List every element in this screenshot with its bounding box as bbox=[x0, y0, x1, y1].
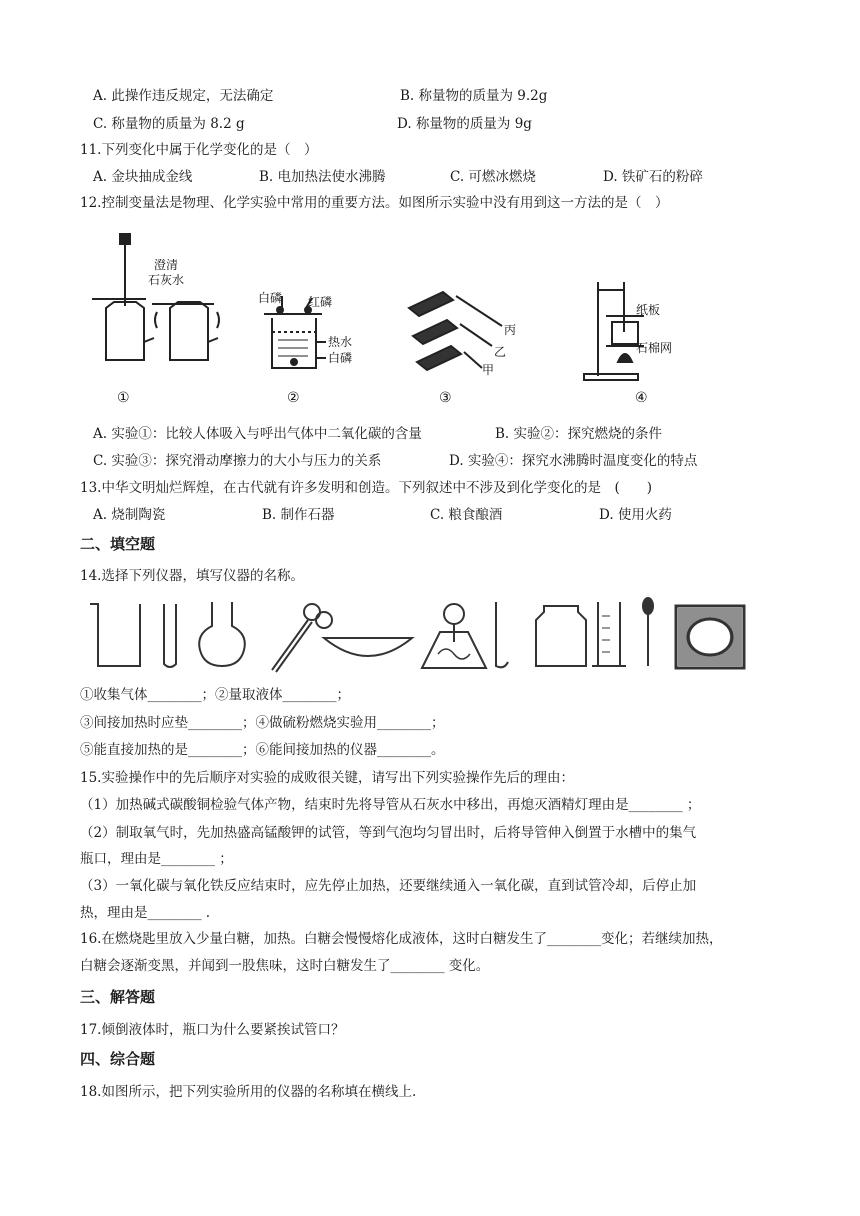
fig-label-bing: 丙 bbox=[504, 323, 517, 337]
fig-label-white-phosphorus: 白磷 bbox=[258, 291, 283, 305]
bottle-icon bbox=[170, 302, 208, 360]
block-icon bbox=[409, 292, 461, 370]
q11-option-d: D. 铁矿石的粉碎 bbox=[603, 169, 703, 185]
flask-icon bbox=[199, 602, 245, 666]
section-heading-fill-in: 二、填空题 bbox=[80, 535, 156, 553]
q13-option-d: D. 使用火药 bbox=[599, 507, 672, 523]
fig-number-1: ① bbox=[117, 390, 130, 406]
q17-stem: 17.倾倒液体时，瓶口为什么要紧挨试管口？ bbox=[80, 1022, 345, 1038]
q18-stem: 18.如图所示，把下列实验所用的仪器的名称填在横线上. bbox=[80, 1084, 417, 1100]
q12-option-b: B. 实验②：探究燃烧的条件 bbox=[495, 426, 663, 442]
q14-line-2: ③间接加热时应垫________；④做硫粉燃烧实验用________； bbox=[80, 715, 445, 731]
evaporating-dish-icon bbox=[324, 638, 412, 656]
q16-line-1: 16.在燃烧匙里放入少量白糖，加热。白糖会慢慢熔化成液体，这时白糖发生了________变化；若继续加热， bbox=[80, 931, 723, 947]
q15-part-3-line-2: 热，理由是________ . bbox=[80, 905, 211, 921]
q12-option-c: C. 实验③：探究滑动摩擦力的大小与压力的关系 bbox=[93, 453, 382, 469]
fig-label-jia: 甲 bbox=[482, 363, 495, 377]
q13-option-a: A. 烧制陶瓷 bbox=[93, 507, 166, 523]
q16-line-2: 白糖会逐渐变黑，并闻到一股焦味，这时白糖发生了________ 变化。 bbox=[80, 958, 490, 974]
fig-label-white-phosphorus-2: 白磷 bbox=[328, 351, 353, 365]
fig-label-limewater-2: 石灰水 bbox=[148, 273, 185, 287]
q11-option-c: C. 可燃冰燃烧 bbox=[450, 169, 536, 185]
gas-bottle-icon bbox=[536, 606, 586, 666]
q13-option-c: C. 粮食酿酒 bbox=[430, 507, 503, 523]
q15-part-1: （1）加热碱式碳酸铜检验气体产物，结束时先将导管从石灰水中移出，再熄灭酒精灯理由是________ ； bbox=[80, 797, 701, 813]
q14-line-3: ⑤能直接加热的是________；⑥能间接加热的仪器________。 bbox=[80, 742, 445, 758]
fig-number-4: ④ bbox=[635, 390, 648, 406]
fig-number-3: ③ bbox=[439, 390, 452, 406]
fig-label-red-phosphorus: 红磷 bbox=[308, 295, 333, 309]
q10-option-d: D. 称量物的质量为 9g bbox=[397, 116, 532, 132]
q10-option-b: B. 称量物的质量为 9.2g bbox=[400, 88, 548, 104]
fig-label-cardboard: 纸板 bbox=[636, 303, 661, 317]
q14-line-1: ①收集气体________；②量取液体________； bbox=[80, 687, 350, 703]
q15-part-2-line-1: （2）制取氧气时，先加热盛高锰酸钾的试管，等到气泡均匀冒出时，后将导管伸入倒置于水槽中的集气 bbox=[80, 825, 697, 841]
q12-option-d: D. 实验④：探究水沸腾时温度变化的特点 bbox=[449, 453, 698, 469]
bottle-icon bbox=[106, 302, 144, 360]
fig-label-asbestos-net: 石棉网 bbox=[636, 341, 673, 355]
q13-stem: 13.中华文明灿烂辉煌，在古代就有许多发明和创造。下列叙述中不涉及到化学变化的是 ( ) bbox=[80, 480, 653, 496]
graduated-cylinder-icon bbox=[598, 602, 620, 666]
section-heading-comprehensive: 四、综合题 bbox=[80, 1050, 156, 1068]
q12-stem: 12.控制变量法是物理、化学实验中常用的重要方法。如图所示实验中没有用到这一方法的是（ ） bbox=[80, 195, 669, 211]
q10-option-c: C. 称量物的质量为 8.2 g bbox=[93, 116, 245, 132]
fig-label-limewater-1: 澄清 bbox=[154, 258, 179, 272]
q14-instrument-row bbox=[86, 596, 746, 676]
dropper-bulb-icon bbox=[120, 234, 130, 244]
q11-stem: 11.下列变化中属于化学变化的是（ ） bbox=[80, 142, 318, 158]
q10-option-a: A. 此操作违反规定，无法确定 bbox=[93, 88, 274, 104]
beaker-icon bbox=[90, 604, 140, 666]
section-heading-answer: 三、解答题 bbox=[80, 988, 156, 1006]
crucible-tongs-icon bbox=[272, 620, 312, 672]
fig-number-2: ② bbox=[287, 390, 300, 406]
combustion-spoon-icon bbox=[496, 602, 508, 667]
q15-part-2-line-2: 瓶口，理由是________ ； bbox=[80, 851, 233, 867]
q11-option-b: B. 电加热法使水沸腾 bbox=[259, 169, 386, 185]
q12-experiment-figure bbox=[84, 222, 704, 414]
q15-part-3-line-1: （3）一氧化碳与氧化铁反应结束时，应先停止加热，还要继续通入一氧化碳，直到试管冷却，后停止加 bbox=[80, 878, 697, 894]
q12-option-a: A. 实验①：比较人体吸入与呼出气体中二氧化碳的含量 bbox=[93, 426, 422, 442]
test-tube-icon bbox=[164, 604, 176, 667]
q11-option-a: A. 金块抽成金线 bbox=[93, 169, 193, 185]
fig-label-hot-water: 热水 bbox=[328, 335, 353, 349]
alcohol-lamp-icon bbox=[618, 354, 632, 362]
q15-stem: 15.实验操作中的先后顺序对实验的成败很关键，请写出下列实验操作先后的理由： bbox=[80, 770, 574, 786]
fig-label-yi: 乙 bbox=[494, 345, 507, 359]
q14-stem: 14.选择下列仪器，填写仪器的名称。 bbox=[80, 568, 304, 584]
q13-option-b: B. 制作石器 bbox=[262, 507, 335, 523]
